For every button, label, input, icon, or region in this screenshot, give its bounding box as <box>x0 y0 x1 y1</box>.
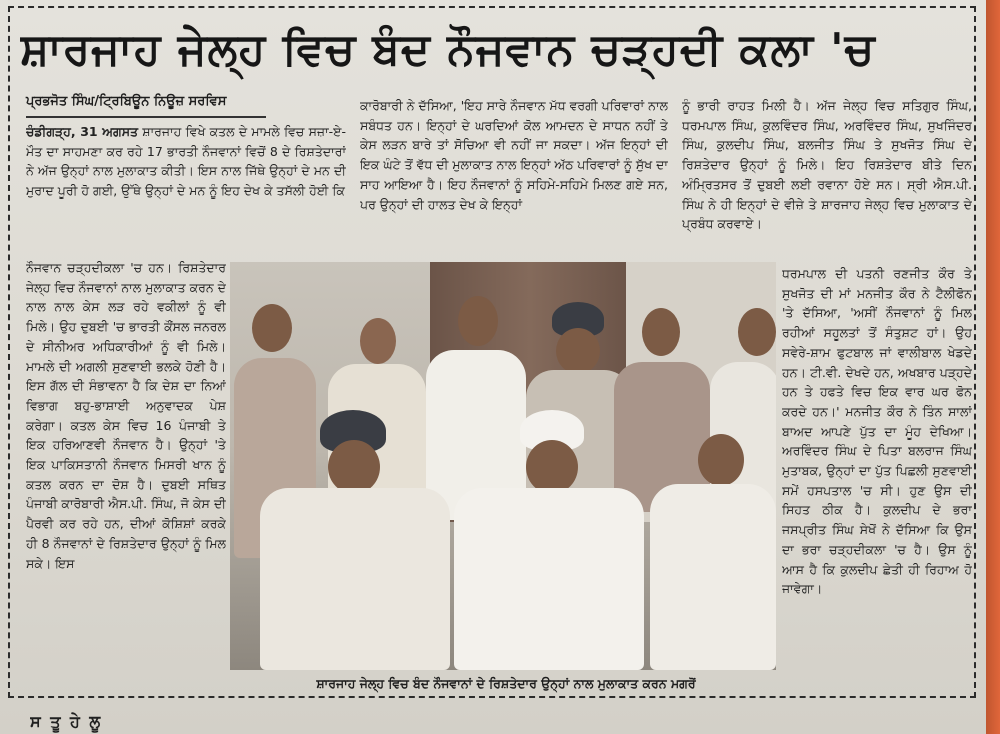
column-a-bottom <box>26 258 226 662</box>
column-b-top <box>360 96 668 264</box>
column-a-top <box>26 122 346 260</box>
column-c-top-text: ਨੂੰ ਭਾਰੀ ਰਾਹਤ ਮਿਲੀ ਹੈ। ਅੱਜ ਜੇਲ੍ਹ ਵਿਚ ਸਤਿਗੁਰ ਸਿੰਘ, ਧਰਮਪਾਲ ਸਿੰਘ, ਕੁਲਵਿੰਦਰ ਸਿੰਘ, ਅਰਵਿੰਦਰ ਸਿੰਘ, ਸੁਖਜਿੰਦਰ ਸਿੰਘ, ਕੁਲਦੀਪ ਸਿੰਘ, ਬਲਜੀਤ ਸਿੰਘ ਤੇ ਸੁਖਜੋਤ ਸਿੰਘ ਦੇ ਰਿਸ਼ਤੇਦਾਰ ਉਨ੍ਹਾਂ ਨੂੰ ਮਿਲੇ। ਇਹ ਰਿਸ਼ਤੇਦਾਰ ਬੀਤੇ ਦਿਨ ਅੰਮ੍ਰਿਤਸਰ ਤੋਂ ਦੁਬਈ ਲਈ ਰਵਾਨਾ ਹੋਏ ਸਨ। ਸ੍ਰੀ ਐਸ.ਪੀ. ਸਿੰਘ ਨੇ ਹੀ ਇਨ੍ਹਾਂ ਦੇ ਵੀਜ਼ੇ ਤੇ ਸ਼ਾਰਜਾਹ ਜੇਲ੍ਹ ਵਿਚ ਮੁਲਾਕਾਤ ਦੇ ਪ੍ਰਬੰਧ ਕਰਵਾਏ। <box>682 98 972 232</box>
column-c-top <box>682 96 972 264</box>
photo-caption: ਸ਼ਾਰਜਾਹ ਜੇਲ੍ਹ ਵਿਚ ਬੰਦ ਨੌਜਵਾਨਾਂ ਦੇ ਰਿਸ਼ਤੇਦਾਰ ਉਨ੍ਹਾਂ ਨਾਲ ਮੁਲਾਕਾਤ ਕਰਨ ਮਗਰੋਂ <box>316 676 696 691</box>
group-photo <box>230 262 776 670</box>
column-a-top-text: ਸ਼ਾਰਜਾਹ ਵਿਖੇ ਕਤਲ ਦੇ ਮਾਮਲੇ ਵਿਚ ਸਜ਼ਾ-ਏ-ਮੌਤ ਦਾ ਸਾਹਮਣਾ ਕਰ ਰਹੇ 17 ਭਾਰਤੀ ਨੌਜਵਾਨਾਂ ਵਿਚੋਂ 8 ਦੇ ਰਿਸ਼ਤੇਦਾਰਾਂ ਨੇ ਅੱਜ ਉਨ੍ਹਾਂ ਨਾਲ ਮੁਲਾਕਾਤ ਕੀਤੀ। ਇਸ ਨਾਲ ਜਿੱਥੇ ਉਨ੍ਹਾਂ ਦੇ ਮਨ ਦੀ ਮੁਰਾਦ ਪੂਰੀ ਹੋ ਗਈ, ਉੱਥੇ ਉਨ੍ਹਾਂ ਦੇ ਮਨ ਨੂੰ ਇਹ ਦੇਖ ਕੇ ਤਸੱਲੀ ਹੋਈ ਕਿ <box>26 124 346 199</box>
byline: ਪ੍ਰਭਜੋਤ ਸਿੰਘ/ਟ੍ਰਿਬਿਊਨ ਨਿਊਜ਼ ਸਰਵਿਸ <box>26 94 266 118</box>
column-c-bottom <box>782 264 972 694</box>
column-a-bottom-text: ਨੌਜਵਾਨ ਚੜ੍ਹਦੀਕਲਾ 'ਚ ਹਨ। ਰਿਸ਼ਤੇਦਾਰ ਜੇਲ੍ਹ ਵਿਚ ਨੌਜਵਾਨਾਂ ਨਾਲ ਮੁਲਾਕਾਤ ਕਰਨ ਦੇ ਨਾਲ ਨਾਲ ਕੇਸ ਲੜ ਰਹੇ ਵਕੀਲਾਂ ਨੂੰ ਵੀ ਮਿਲੇ। ਉਹ ਦੁਬਈ 'ਚ ਭਾਰਤੀ ਕੌਂਸਲ ਜਨਰਲ ਦੇ ਸੀਨੀਅਰ ਅਧਿਕਾਰੀਆਂ ਨੂੰ ਵੀ ਮਿਲੇ। ਮਾਮਲੇ ਦੀ ਅਗਲੀ ਸੁਣਵਾਈ ਭਲਕੇ ਹੋਣੀ ਹੈ। ਇਸ ਗੱਲ ਦੀ ਸੰਭਾਵਨਾ ਹੈ ਕਿ ਦੇਸ਼ ਦਾ ਨਿਆਂ ਵਿਭਾਗ ਬਹੁ-ਭਾਸ਼ਾਈ ਅਨੁਵਾਦਕ ਪੇਸ਼ ਕਰੇਗਾ। ਕਤਲ ਕੇਸ ਵਿਚ 16 ਪੰਜਾਬੀ ਤੇ ਇਕ ਹਰਿਆਣਵੀ ਨੌਜਵਾਨ ਹੈ। ਉਨ੍ਹਾਂ 'ਤੇ ਇਕ ਪਾਕਿਸਤਾਨੀ ਨੌਜਵਾਨ ਮਿਸਰੀ ਖਾਨ ਨੂੰ ਕਤਲ ਕਰਨ ਦਾ ਦੋਸ਼ ਹੈ। ਦੁਬਈ ਸਥਿਤ ਪੰਜਾਬੀ ਕਾਰੋਬਾਰੀ ਐਸ.ਪੀ. ਸਿੰਘ, ਜੋ ਕੇਸ ਦੀ ਪੈਰਵੀ ਕਰ ਰਹੇ ਹਨ, ਦੀਆਂ ਕੋਸ਼ਿਸ਼ਾਂ ਕਰਕੇ ਹੀ 8 ਨੌਜਵਾਨਾਂ ਦੇ ਰਿਸ਼ਤੇਦਾਰ ਉਨ੍ਹਾਂ ਨੂੰ ਮਿਲ ਸਕੇ। ਇਸ <box>26 260 226 571</box>
bottom-strip-text: ਸ ਤੂ ਹੇ ਲੂ <box>30 712 103 731</box>
column-c-bottom-text: ਧਰਮਪਾਲ ਦੀ ਪਤਨੀ ਰਣਜੀਤ ਕੌਰ ਤੇ ਸੁਖਜੋਤ ਦੀ ਮਾਂ ਮਨਜੀਤ ਕੌਰ ਨੇ ਟੈਲੀਫੋਨ 'ਤੇ ਦੱਸਿਆ, 'ਅਸੀਂ ਨੌਜਵਾਨਾਂ ਨੂੰ ਮਿਲ ਰਹੀਆਂ ਸਹੂਲਤਾਂ ਤੋਂ ਸੰਤੁਸ਼ਟ ਹਾਂ। ਉਹ ਸਵੇਰੇ-ਸ਼ਾਮ ਫੁਟਬਾਲ ਜਾਂ ਵਾਲੀਬਾਲ ਖੇਡਦੇ ਹਨ। ਟੀ.ਵੀ. ਦੇਖਦੇ ਹਨ, ਅਖਬਾਰ ਪੜ੍ਹਦੇ ਹਨ ਤੇ ਹਫਤੇ ਵਿਚ ਇਕ ਵਾਰ ਘਰ ਫੋਨ ਕਰਦੇ ਹਨ।' ਮਨਜੀਤ ਕੌਰ ਨੇ ਤਿੰਨ ਸਾਲਾਂ ਬਾਅਦ ਆਪਣੇ ਪੁੱਤ ਦਾ ਮੂੰਹ ਦੇਖਿਆ। ਅਰਵਿੰਦਰ ਸਿੰਘ ਦੇ ਪਿਤਾ ਬਲਰਾਜ ਸਿੰਘ ਮੁਤਾਬਕ, ਉਨ੍ਹਾਂ ਦਾ ਪੁੱਤ ਪਿਛਲੀ ਸੁਣਵਾਈ ਸਮੇਂ ਹਸਪਤਾਲ 'ਚ ਸੀ। ਹੁਣ ਉਸ ਦੀ ਸਿਹਤ ਠੀਕ ਹੈ। ਕੁਲਦੀਪ ਦੇ ਭਰਾ ਜਸਪ੍ਰੀਤ ਸਿੰਘ ਸੇਖੋਂ ਨੇ ਦੱਸਿਆ ਕਿ ਉਸ ਦਾ ਭਰਾ ਚੜ੍ਹਦੀਕਲਾ 'ਚ ਹੈ। ਉਸ ਨੂੰ ਆਸ ਹੈ ਕਿ ਕੁਲਦੀਪ ਛੇਤੀ ਹੀ ਰਿਹਾਅ ਹੋ ਜਾਵੇਗਾ। <box>782 266 972 597</box>
headline: ਸ਼ਾਰਜਾਹ ਜੇਲ੍ਹ ਵਿਚ ਬੰਦ ਨੌਜਵਾਨ ਚੜ੍ਹਦੀ ਕਲਾ 'ਚ <box>20 24 876 75</box>
column-b-top-text: ਕਾਰੋਬਾਰੀ ਨੇ ਦੱਸਿਆ, 'ਇਹ ਸਾਰੇ ਨੌਜਵਾਨ ਮੱਧ ਵਰਗੀ ਪਰਿਵਾਰਾਂ ਨਾਲ ਸਬੰਧਤ ਹਨ। ਇਨ੍ਹਾਂ ਦੇ ਘਰਦਿਆਂ ਕੋਲ ਆਮਦਨ ਦੇ ਸਾਧਨ ਨਹੀਂ ਤੇ ਕੇਸ ਲੜਨ ਬਾਰੇ ਤਾਂ ਸੋਚਿਆ ਵੀ ਨਹੀਂ ਜਾ ਸਕਦਾ। ਅੱਜ ਇਨ੍ਹਾਂ ਦੀ ਇਕ ਘੰਟੇ ਤੋਂ ਵੱਧ ਦੀ ਮੁਲਾਕਾਤ ਨਾਲ ਇਨ੍ਹਾਂ ਅੱਠ ਪਰਿਵਾਰਾਂ ਨੂੰ ਸੁੱਖ ਦਾ ਸਾਹ ਆਇਆ ਹੈ। ਇਹ ਨੌਜਵਾਨਾਂ ਨੂੰ ਸਹਿਮੇ-ਸਹਿਮੇ ਮਿਲਣ ਗਏ ਸਨ, ਪਰ ਉਨ੍ਹਾਂ ਦੀ ਹਾਲਤ ਦੇਖ ਕੇ ਇਨ੍ਹਾਂ <box>360 98 668 212</box>
dateline: ਚੰਡੀਗੜ੍ਹ, 31 ਅਗਸਤ <box>26 124 139 139</box>
red-page-edge <box>986 0 1000 734</box>
